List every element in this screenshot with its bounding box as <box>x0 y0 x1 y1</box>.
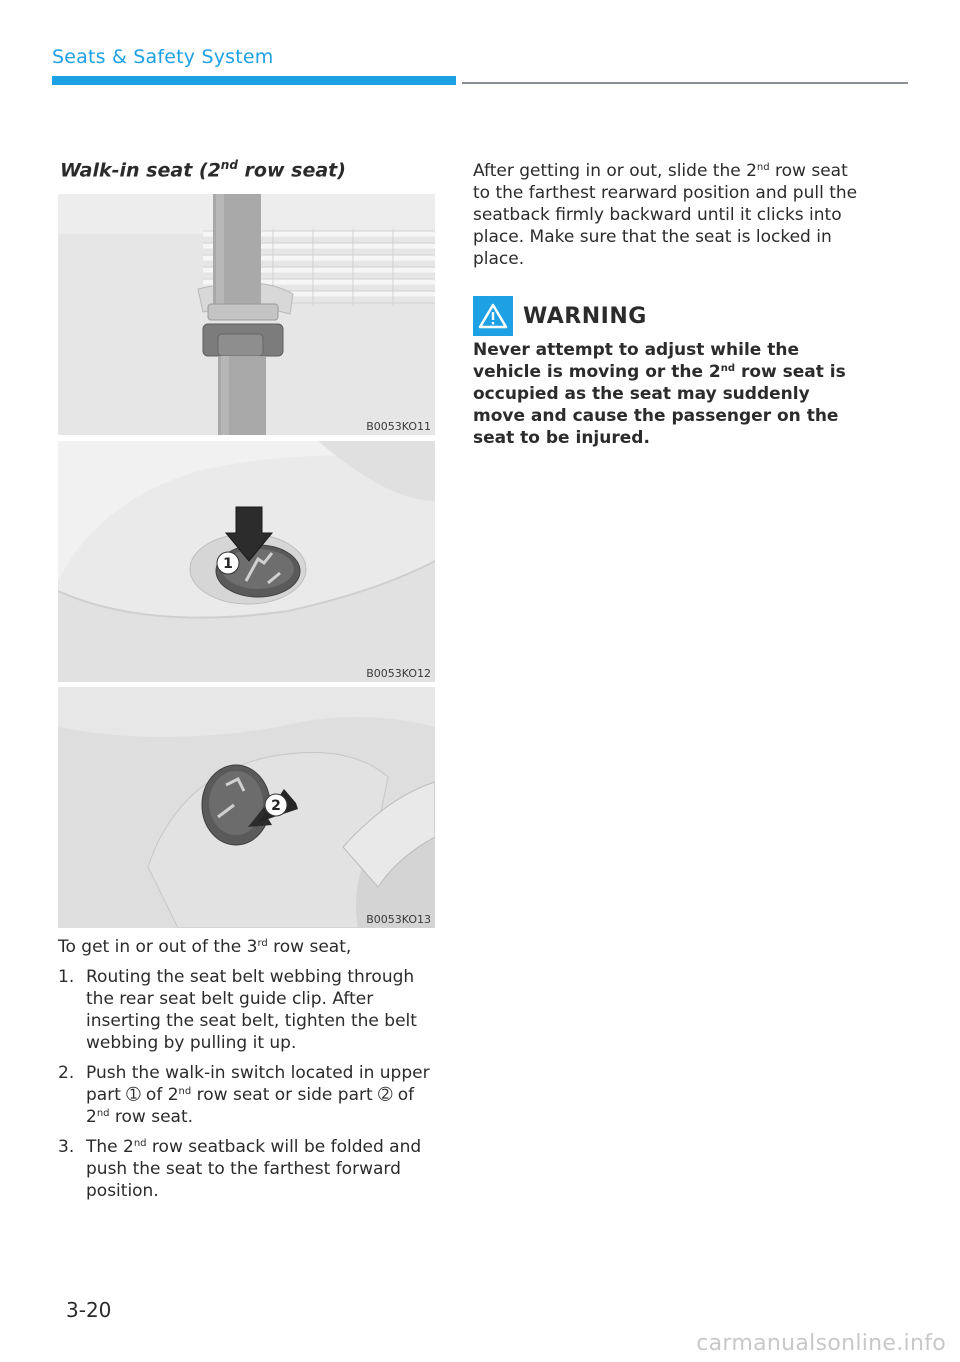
warning-header <box>473 296 647 336</box>
seatbelt-illustration <box>58 194 435 435</box>
figure-seatbelt-guide-clip <box>58 194 435 435</box>
side-switch-illustration <box>58 687 435 928</box>
figure-side-walk-in-switch <box>58 687 435 928</box>
step-item: 3. The 2nd row seatback will be folded and push the seat to the farthest forward position. <box>58 1137 422 1201</box>
step-item: 1. Routing the seat belt webbing through the rear seat belt guide clip. After inserting the seat belt, tighten the belt webbing by pulling it up. <box>58 967 417 1053</box>
section-title: Seats & Safety System <box>52 46 274 68</box>
step-number: 2. <box>58 1063 75 1083</box>
subsection-heading: Walk-in seat (2nd row seat) <box>60 158 346 182</box>
page-number: 3-20 <box>66 1298 112 1322</box>
watermark: carmanualsonline.info <box>696 1331 946 1356</box>
step-number: 1. <box>58 967 75 987</box>
marker-2: ➁ <box>378 1085 393 1105</box>
step-number: 3. <box>58 1137 75 1157</box>
header-rule-grey <box>462 82 908 84</box>
marker-1: ➀ <box>126 1085 141 1105</box>
intro-text: To get in or out of the 3rd row seat, <box>58 937 352 957</box>
figure-code: B0053KO12 <box>366 667 431 680</box>
callout-1-label: 1 <box>223 556 233 572</box>
figure-upper-walk-in-switch <box>58 441 435 682</box>
warning-title: WARNING <box>523 303 647 329</box>
figure-code: B0053KO13 <box>366 913 431 926</box>
upper-switch-illustration <box>58 441 435 682</box>
callout-2-label: 2 <box>271 798 281 814</box>
step-item: 2. Push the walk-in switch located in upper part ➀ of 2nd row seat or side part ➁ of 2nd row seat. <box>58 1063 430 1127</box>
steps-list <box>58 966 438 1210</box>
header-rule-accent <box>52 76 456 85</box>
figure-code: B0053KO11 <box>366 420 431 433</box>
return-instructions: After getting in or out, slide the 2nd row seat to the farthest rearward position and pull the seatback firmly backward until it clicks into place. Make sure that the seat is locked in place. <box>473 161 858 269</box>
warning-text: Never attempt to adjust while the vehicle is moving or the 2nd row seat is occupied as the seat may suddenly move and cause the passenger on the seat to be injured. <box>473 340 846 448</box>
warning-icon <box>473 296 513 336</box>
